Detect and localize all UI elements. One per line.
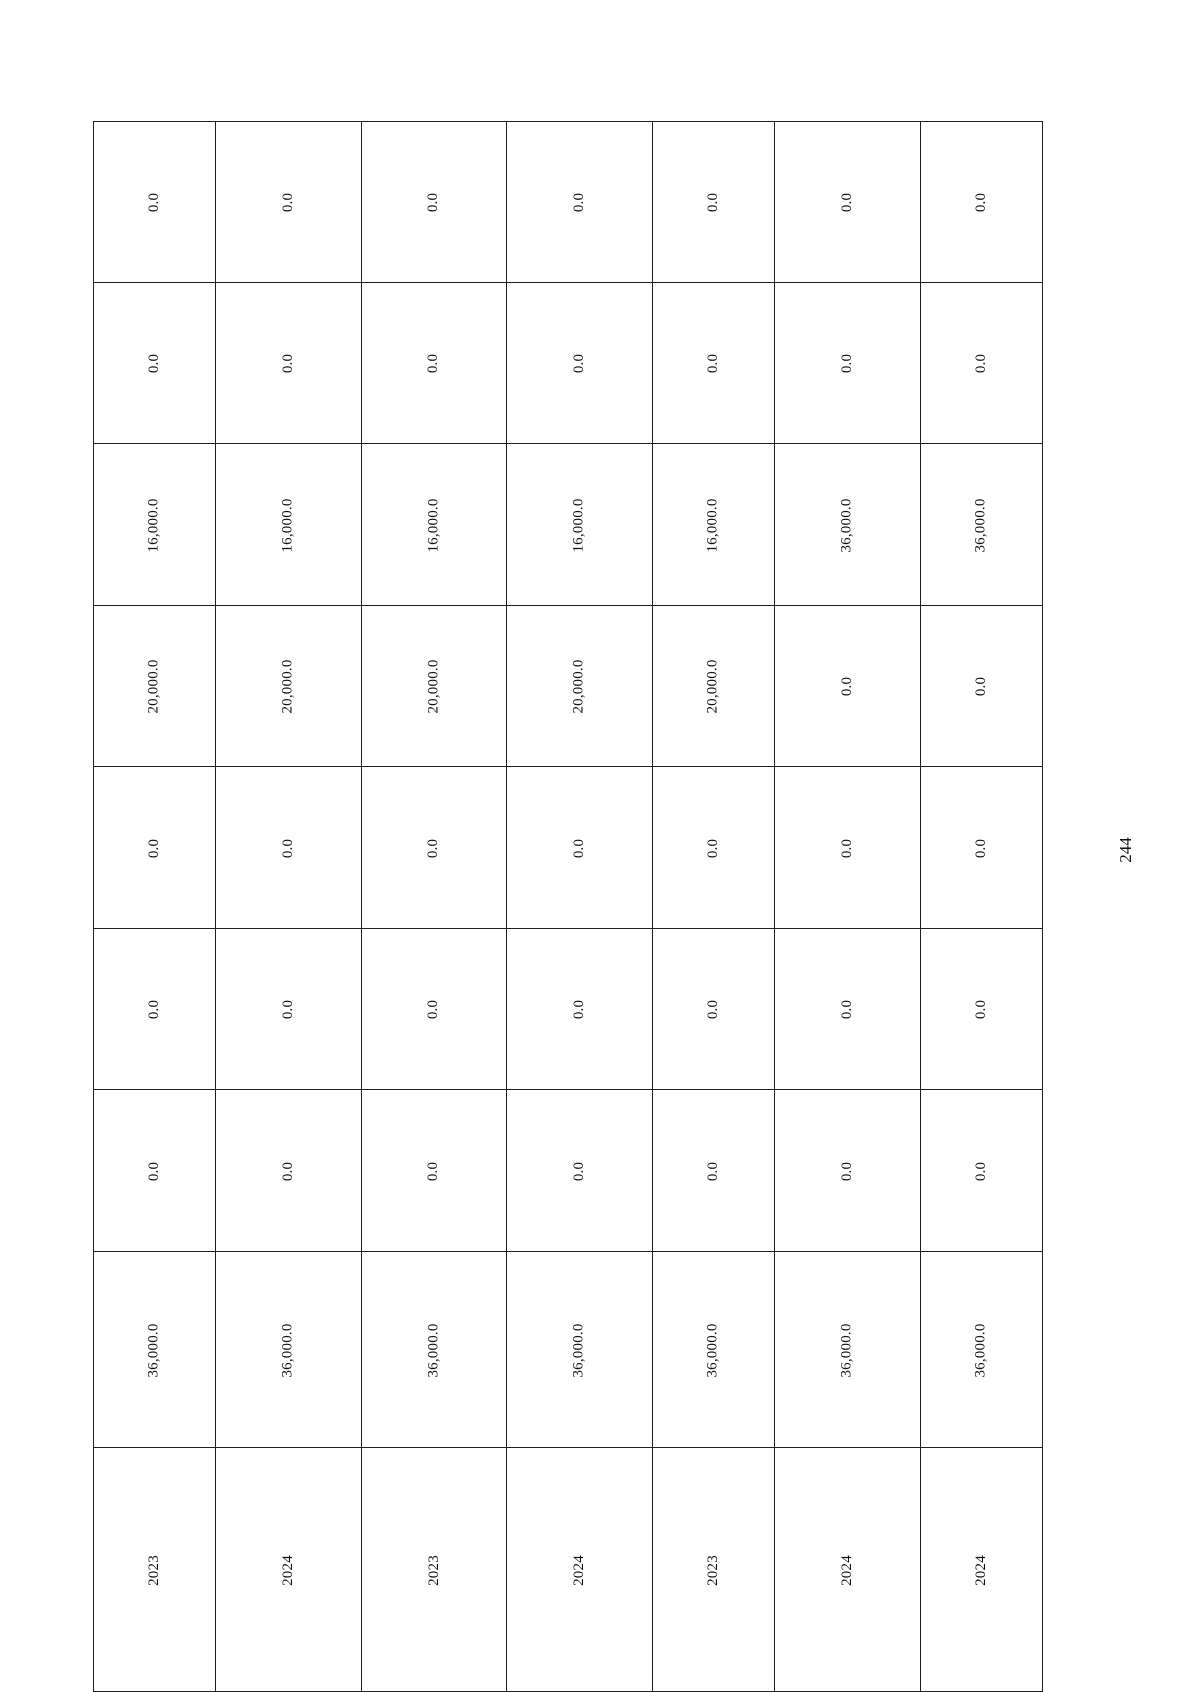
table-cell: 36,000.0: [775, 444, 921, 606]
table-cell: 0.0: [653, 122, 775, 283]
table-cell: 0.0: [653, 283, 775, 444]
year-cell: 2023: [362, 1448, 507, 1692]
table-cell: 0.0: [362, 283, 507, 444]
table-row: [94, 283, 1043, 444]
page-number: 244: [1116, 837, 1135, 863]
year-cell: 2024: [507, 1448, 653, 1692]
table-cell: 0.0: [94, 122, 216, 283]
table-cell: 36,000.0: [775, 1252, 921, 1448]
year-cell: 2024: [216, 1448, 362, 1692]
table-cell: 0.0: [216, 1090, 362, 1252]
table-cell: 36,000.0: [921, 1252, 1043, 1448]
table-cell: 0.0: [921, 283, 1043, 444]
year-cell: 2024: [775, 1448, 921, 1692]
table-cell: 16,000.0: [94, 444, 216, 606]
table-cell: 0.0: [775, 767, 921, 929]
table-row: [94, 1252, 1043, 1448]
table-cell: 20,000.0: [507, 606, 653, 767]
table-cell: 0.0: [653, 767, 775, 929]
table-cell: 0.0: [775, 283, 921, 444]
table-cell: 20,000.0: [362, 606, 507, 767]
table-cell: 0.0: [775, 122, 921, 283]
data-table: [93, 121, 1043, 1692]
table-cell: 0.0: [362, 122, 507, 283]
table-row: [94, 767, 1043, 929]
table-cell: 0.0: [775, 606, 921, 767]
table-cell: 20,000.0: [94, 606, 216, 767]
table-cell: 0.0: [921, 767, 1043, 929]
table-cell: 20,000.0: [653, 606, 775, 767]
table-cell: 0.0: [775, 1090, 921, 1252]
table-cell: 0.0: [94, 929, 216, 1090]
table-cell: 0.0: [507, 122, 653, 283]
year-cell: 2023: [653, 1448, 775, 1692]
table-cell: 36,000.0: [921, 444, 1043, 606]
table-cell: 36,000.0: [216, 1252, 362, 1448]
table-cell: 0.0: [653, 929, 775, 1090]
table-row: [94, 1090, 1043, 1252]
table-cell: 0.0: [362, 767, 507, 929]
table-cell: 0.0: [507, 767, 653, 929]
year-cell: 2024: [921, 1448, 1043, 1692]
year-cell: 2023: [94, 1448, 216, 1692]
table-cell: 16,000.0: [507, 444, 653, 606]
table-cell: 36,000.0: [362, 1252, 507, 1448]
table-row: [94, 444, 1043, 606]
table-cell: 0.0: [507, 1090, 653, 1252]
table-cell: 0.0: [507, 283, 653, 444]
table-row: [94, 122, 1043, 283]
table-cell: 16,000.0: [653, 444, 775, 606]
table-cell: 0.0: [921, 606, 1043, 767]
table-cell: 0.0: [921, 929, 1043, 1090]
table-cell: 16,000.0: [216, 444, 362, 606]
table-cell: 0.0: [216, 767, 362, 929]
table-cell: 0.0: [94, 767, 216, 929]
table-cell: 0.0: [216, 122, 362, 283]
table-row: [94, 1448, 1043, 1692]
table-cell: 0.0: [216, 929, 362, 1090]
table-row: [94, 606, 1043, 767]
table-cell: 20,000.0: [216, 606, 362, 767]
table-cell: 0.0: [921, 122, 1043, 283]
table-row: [94, 929, 1043, 1090]
table-cell: 0.0: [921, 1090, 1043, 1252]
table-cell: 0.0: [94, 1090, 216, 1252]
table-cell: 0.0: [216, 283, 362, 444]
table-cell: 36,000.0: [507, 1252, 653, 1448]
table-cell: 0.0: [362, 1090, 507, 1252]
table-cell: 0.0: [775, 929, 921, 1090]
table-cell: 0.0: [653, 1090, 775, 1252]
table-cell: 0.0: [507, 929, 653, 1090]
table-cell: 36,000.0: [653, 1252, 775, 1448]
table-cell: 16,000.0: [362, 444, 507, 606]
table-cell: 0.0: [362, 929, 507, 1090]
table-cell: 36,000.0: [94, 1252, 216, 1448]
table-cell: 0.0: [94, 283, 216, 444]
